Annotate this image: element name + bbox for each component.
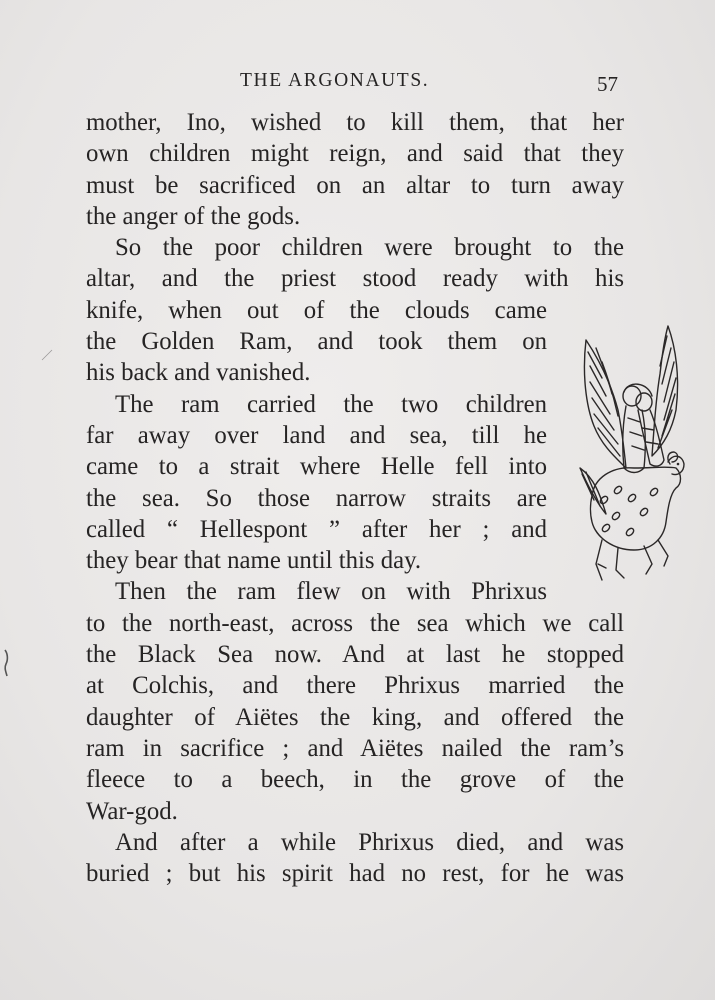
text-line: And after a while Phrixus died, and was — [115, 828, 624, 856]
text-line: the Black Sea now. And at last he stopped — [86, 641, 624, 669]
text-line: came to a strait where Helle fell into — [86, 453, 547, 481]
text-line: own children might reign, and said that they — [86, 140, 624, 168]
text-line: the Golden Ram, and took them on — [86, 328, 547, 356]
text-line: altar, and the priest stood ready with his — [86, 265, 624, 293]
text-line: the anger of the gods. — [86, 202, 301, 230]
running-head — [0, 66, 715, 96]
text-line: fleece to a beech, in the grove of the — [86, 766, 624, 794]
text-line: to the north-east, across the sea which we call — [86, 609, 624, 637]
text-line: must be sacrificed on an altar to turn away — [86, 171, 624, 199]
text-line: at Colchis, and there Phrixus married the — [86, 672, 624, 700]
page-smudge-icon — [2, 648, 10, 678]
running-title: THE ARGONAUTS. — [240, 70, 430, 91]
body-text — [86, 107, 624, 889]
text-line: buried ; but his spirit had no rest, for he was — [86, 860, 624, 888]
text-line: ram in sacrifice ; and Aiëtes nailed the ram’s — [86, 734, 624, 762]
winged-ram-with-children-icon — [572, 318, 687, 586]
text-line: the sea. So those narrow straits are — [86, 484, 547, 512]
page-mark-icon — [40, 348, 54, 362]
text-line: The ram carried the two children — [115, 390, 547, 418]
text-line: far away over land and sea, till he — [86, 421, 547, 449]
text-line: knife, when out of the clouds came — [86, 296, 547, 324]
text-line: mother, Ino, wished to kill them, that her — [86, 109, 624, 136]
text-line: his back and vanished. — [86, 359, 311, 387]
text-line: War-god. — [86, 797, 178, 825]
text-line: daughter of Aiëtes the king, and offered the — [86, 703, 624, 731]
text-line: So the poor children were brought to the — [115, 234, 624, 262]
text-line: Then the ram flew on with Phrixus — [115, 578, 547, 606]
text-line: called “ Hellespont ” after her ; and — [86, 515, 547, 543]
page-number: 57 — [597, 72, 618, 96]
text-line: they bear that name until this day. — [86, 547, 422, 575]
